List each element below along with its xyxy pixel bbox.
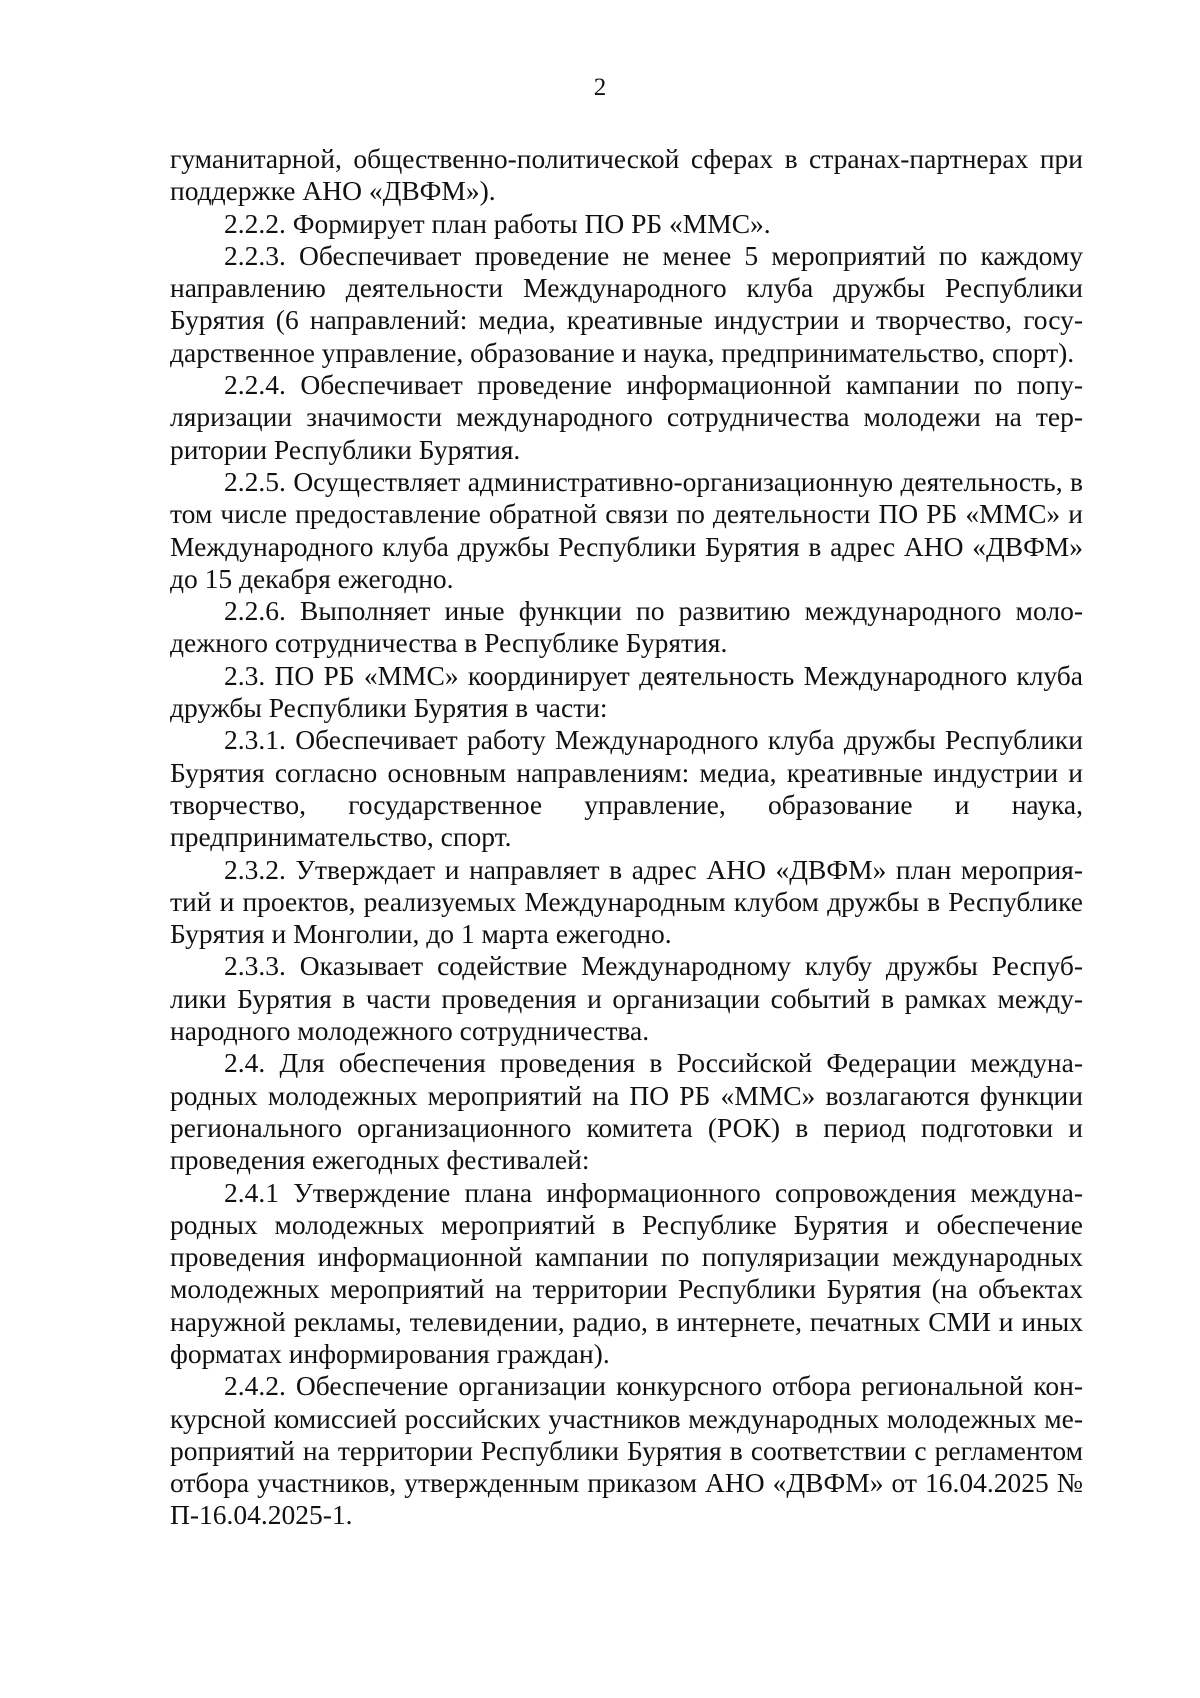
paragraph-2-2-3: 2.2.3. Обеспечивает проведение не менее 5 мероприятий по каждому направлению деятельности Международного клуба дружбы Республики Бурятия (6 направлений: медиа, креативные индустрии и творчество, государственное управление, образование и наука, предпринимательство, спорт). — [170, 239, 1083, 368]
paragraph-2-2-6: 2.2.6. Выполняет иные функции по развитию международного молодежного сотрудничества в Республике Бурятия. — [170, 595, 1083, 659]
paragraph-2-3-2: 2.3.2. Утверждает и направляет в адрес АНО «ДВФМ» план мероприятий и проектов, реализуемых Международным клубом дружбы в Республике Бурятия и Монголии, до 1 марта ежегодно. — [170, 853, 1083, 950]
paragraph-2-4-1: 2.4.1 Утверждение плана информационного сопровождения международных молодежных мероприятий в Республике Бурятия и обеспечение проведения информационной кампании по популяризации международных молодежных мероприятий на территории Республики Бурятия (на объектах наружной рекламы, телевидении, радио, в интернете, печатных СМИ и иных форматах информирования граждан). — [170, 1176, 1083, 1369]
paragraph-2-2-2: 2.2.2. Формирует план работы ПО РБ «ММС». — [224, 207, 771, 239]
paragraph-2-4-2: 2.4.2. Обеспечение организации конкурсного отбора региональной конкурсной комиссией российских участников международных молодежных мероприятий на территории Республики Бурятия в соответствии с регламентом отбора участников, утвержденным приказом АНО «ДВФМ» от 16.04.2025 № П-16.04.2025-1. — [170, 1370, 1083, 1531]
document-body — [170, 143, 1083, 1532]
paragraph-2-2-5: 2.2.5. Осуществляет административно-организационную деятельность, в том числе предоставление обратной связи по деятельности ПО РБ «ММС» и Международного клуба дружбы Республики Бурятия в адрес АНО «ДВФМ» до 15 декабря ежегодно. — [170, 465, 1083, 594]
paragraph-2-3-3: 2.3.3. Оказывает содействие Международному клубу дружбы Республики Бурятия в части проведения и организации событий в рамках международного молодежного сотрудничества. — [170, 950, 1083, 1047]
page-number: 2 — [593, 74, 607, 101]
paragraph-2-3: 2.3. ПО РБ «ММС» координирует деятельность Международного клуба дружбы Республики Бурятия в части: — [170, 659, 1083, 724]
paragraph-2-3-1: 2.3.1. Обеспечивает работу Международного клуба дружбы Республики Бурятия согласно основным направлениям: медиа, креативные индустрии и творчество, государственное управление, образование и наука, предпринимательство, спорт. — [170, 724, 1083, 853]
paragraph-2-4: 2.4. Для обеспечения проведения в Российской Федерации международных молодежных мероприятий на ПО РБ «ММС» возлагаются функции регионального организационного комитета (РОК) в период подготовки и проведения ежегодных фестивалей: — [170, 1047, 1083, 1176]
paragraph-2-2-4: 2.2.4. Обеспечивает проведение информационной кампании по популяризации значимости международного сотрудничества молодежи на территории Республики Бурятия. — [170, 369, 1083, 465]
paragraph-continuation: гуманитарной, общественно-политической сферах в странах-партнерах при поддержке АНО «ДВФМ»). — [170, 143, 1083, 207]
